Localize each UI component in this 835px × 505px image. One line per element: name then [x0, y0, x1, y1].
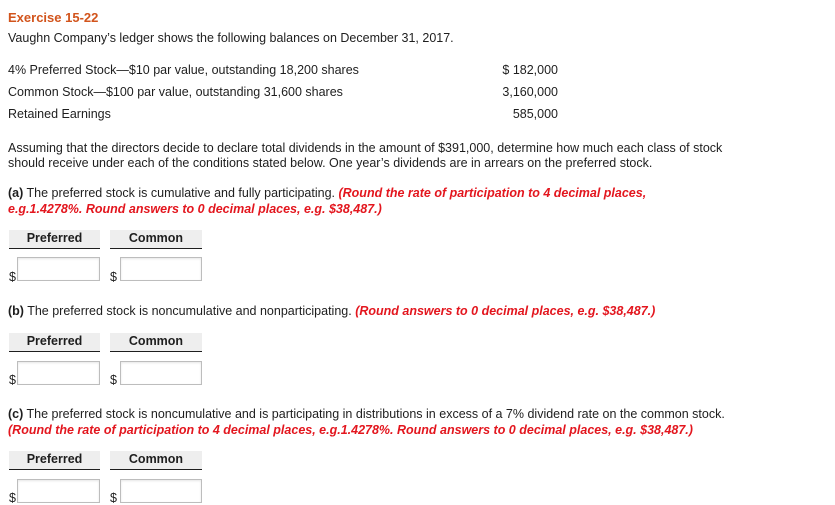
- currency-symbol: $: [110, 491, 117, 505]
- currency-symbol: $: [9, 373, 16, 387]
- part-c-label: (c): [8, 407, 24, 421]
- question-line-2: should receive under each of the conditions stated below. One year’s dividends are in arrears on the preferred stock.: [8, 156, 653, 170]
- part-a-hint-1: (Round the rate of participation to 4 decimal places,: [338, 186, 647, 200]
- column-header-preferred: Preferred: [9, 333, 100, 352]
- exercise-intro: Vaughn Company’s ledger shows the following balances on December 31, 2017.: [8, 31, 454, 45]
- column-header-preferred: Preferred: [9, 451, 100, 470]
- answer-c-common-input[interactable]: [120, 479, 202, 503]
- ledger-label: 4% Preferred Stock—$10 par value, outstanding 18,200 shares: [8, 63, 359, 77]
- part-a-hint-2: e.g.1.4278%. Round answers to 0 decimal places, e.g. $38,487.): [8, 202, 382, 216]
- ledger-amount: $ 182,000: [502, 63, 558, 77]
- column-header-common: Common: [110, 230, 202, 249]
- ledger-row-retained-earnings: [8, 107, 558, 126]
- part-c-hint: (Round the rate of participation to 4 decimal places, e.g.1.4278%. Round answers to 0 decimal places, e.g. $38,487.): [8, 423, 693, 437]
- ledger-amount: 3,160,000: [502, 85, 558, 99]
- currency-symbol: $: [110, 270, 117, 284]
- answer-b-preferred-input[interactable]: [17, 361, 100, 385]
- currency-symbol: $: [9, 491, 16, 505]
- answer-a-common-input[interactable]: [120, 257, 202, 281]
- column-header-preferred: Preferred: [9, 230, 100, 249]
- currency-symbol: $: [110, 373, 117, 387]
- part-c-prompt: [8, 407, 725, 421]
- part-a-prompt: [8, 186, 646, 200]
- ledger-amount: 585,000: [512, 107, 558, 121]
- part-b-text: The preferred stock is noncumulative and nonparticipating.: [23, 304, 356, 318]
- part-b-label: (b): [8, 304, 24, 318]
- answer-c-preferred-input[interactable]: [17, 479, 100, 503]
- ledger-row-common-stock: [8, 85, 558, 104]
- ledger-label: Retained Earnings: [8, 107, 111, 121]
- part-a-text: The preferred stock is cumulative and fully participating.: [23, 186, 339, 200]
- question-line-1: Assuming that the directors decide to declare total dividends in the amount of $391,000, determine how much each class of stock: [8, 141, 723, 155]
- currency-symbol: $: [9, 270, 16, 284]
- part-b-hint: (Round answers to 0 decimal places, e.g. $38,487.): [355, 304, 656, 318]
- ledger-label: Common Stock—$100 par value, outstanding 31,600 shares: [8, 85, 343, 99]
- answer-b-common-input[interactable]: [120, 361, 202, 385]
- part-b-prompt: [8, 304, 655, 318]
- column-header-common: Common: [110, 451, 202, 470]
- column-header-common: Common: [110, 333, 202, 352]
- part-a-label: (a): [8, 186, 24, 200]
- part-c-text: The preferred stock is noncumulative and is participating in distributions in excess of a 7% dividend rate on the common stock.: [23, 407, 725, 421]
- answer-a-preferred-input[interactable]: [17, 257, 100, 281]
- exercise-title: Exercise 15-22: [8, 10, 99, 25]
- ledger-row-preferred-stock: [8, 63, 558, 82]
